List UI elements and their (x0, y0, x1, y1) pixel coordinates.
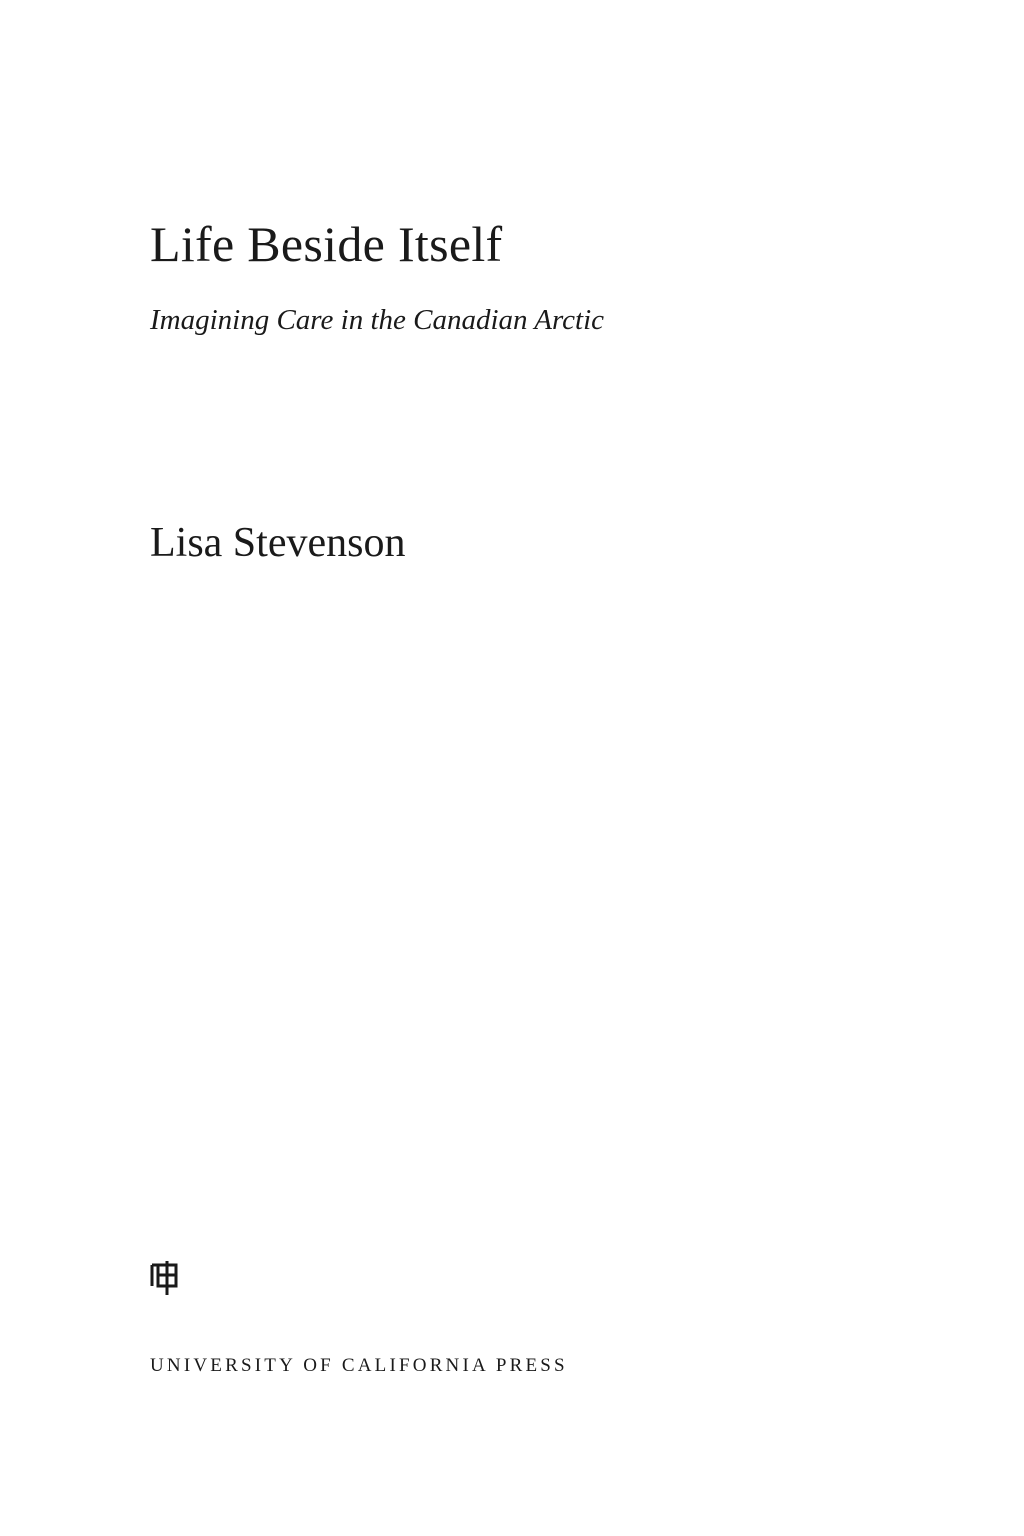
book-subtitle: Imagining Care in the Canadian Arctic (150, 304, 605, 336)
university-of-california-press-logo-icon (150, 1259, 188, 1297)
book-title: Life Beside Itself (150, 216, 503, 272)
publisher-name: UNIVERSITY OF CALIFORNIA PRESS (150, 1355, 568, 1376)
book-author: Lisa Stevenson (150, 520, 406, 566)
